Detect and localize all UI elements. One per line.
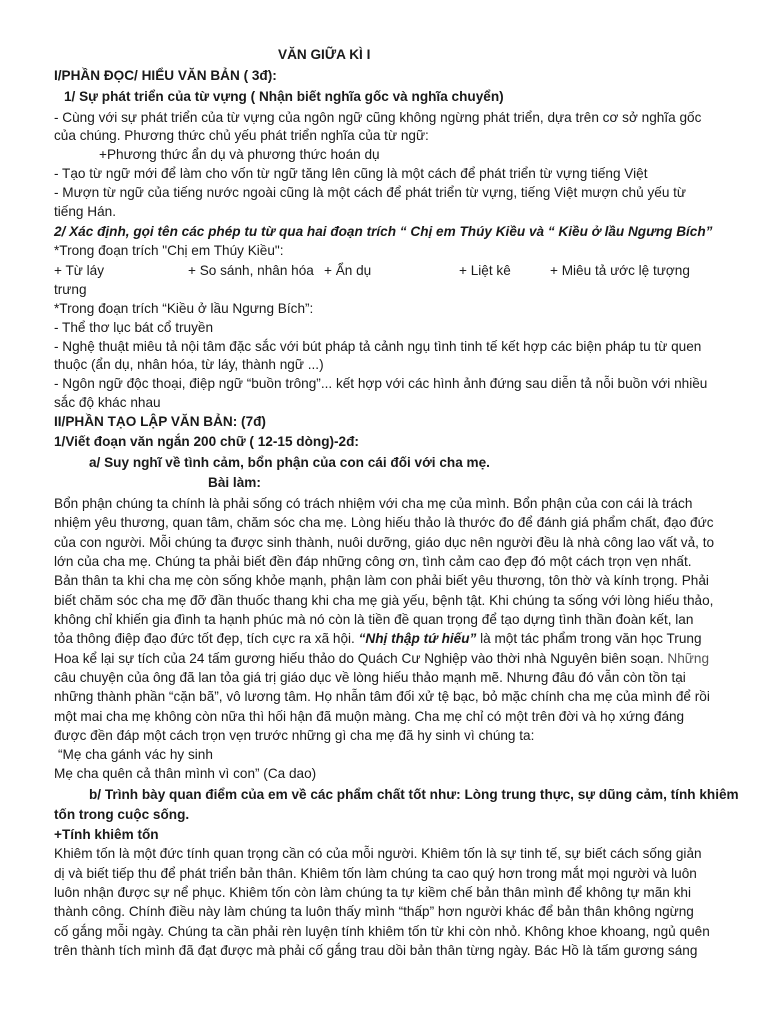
text-line: cố gắng mỗi ngày. Chúng ta cần phải rèn luyện tính khiêm tốn từ khi còn nhỏ. Không khoe khoang, ngủ quên (54, 924, 710, 939)
text-segment: Những (667, 651, 710, 666)
text-segment: tỏa thông điệp đạo đức tốt đẹp, tích cực ra xã hội. (54, 631, 359, 646)
part2-b-heading-cont: tốn trong cuộc sống. (54, 807, 190, 822)
text-line: những thành phần “cặn bã”, vô lương tâm. Họ nhẫn tâm đối xử tệ bạc, bỏ mặc chính cha mẹ của mình để rồi (54, 689, 710, 704)
text-line: Khiêm tốn là một đức tính quan trọng cần có của mỗi người. Khiêm tốn là sự tinh tế, sự biết cách sống giản (54, 846, 702, 861)
device-item: + So sánh, nhân hóa (188, 263, 314, 278)
text-line: trên thành tích mình đã đạt được mà phải cố gắng trau dồi bản thân từng ngày. Bác Hồ là tấm gương sáng (54, 943, 698, 958)
text-line: thành công. Chính điều này làm chúng ta luôn thấy mình “thấp” hơn người khác để bản thân không ngừng (54, 904, 694, 919)
text-line: Bổn phận chúng ta chính là phải sống có trách nhiệm với cha mẹ của mình. Bổn phận của con cái là trách (54, 496, 693, 511)
q1-heading: 1/ Sự phát triển của từ vựng ( Nhận biết nghĩa gốc và nghĩa chuyển) (64, 89, 504, 104)
document-title: VĂN GIỮA KÌ I (278, 47, 371, 62)
part2-q1-a: a/ Suy nghĩ về tình cảm, bổn phận của con cái đối với cha mẹ. (89, 455, 490, 470)
q2-heading: 2/ Xác định, gọi tên các phép tu từ qua hai đoạn trích “ Chị em Thúy Kiều và “ Kiều ở lầu Ngưng Bích” (54, 224, 713, 239)
text-line: không chỉ khiến gia đình ta hạnh phúc mà nó còn là tiền đề quan trọng để tạo dựng tình thần đoàn kết, lan (54, 612, 694, 627)
device-item: + Liệt kê (459, 263, 511, 278)
text-segment: Hoa kể lại sự tích của 24 tấm gương hiếu thảo do Quách Cư Nghiệp vào thời nhà Nguyên biên soạn. (54, 651, 668, 666)
text-line: luôn nhận được sự nể phục. Khiêm tốn còn làm chúng ta tự kiềm chế bản thân mình để không tự mãn khi (54, 885, 692, 900)
text-line: của con người. Mỗi chúng ta được sinh thành, nuôi dưỡng, giáo dục nên người đều là nhà công lao vất vả, to (54, 535, 715, 550)
part2-q1-heading: 1/Viết đoạn văn ngắn 200 chữ ( 12-15 dòng)-2đ: (54, 434, 359, 449)
excerpt-label: *Trong đoạn trích “Kiều ở lầu Ngưng Bích”: (54, 301, 314, 316)
text-line (54, 630, 702, 648)
part2-b-heading: b/ Trình bày quan điểm của em về các phẩm chất tốt như: Lòng trung thực, sự dũng cảm, tính khiêm (89, 787, 739, 802)
quote-line: “Mẹ cha gánh vác hy sinh (58, 747, 213, 762)
text-line: dị và biết tiếp thu để phát triển bản thân. Khiêm tốn làm chúng ta cao quý hơn trong mắt mọi người và luôn (54, 866, 697, 881)
text-line: thuộc (ẩn dụ, nhân hóa, từ láy, thành ngữ ...) (54, 357, 324, 372)
text-line: - Mượn từ ngữ của tiếng nước ngoài cũng là một cách để phát triển từ vựng, tiếng Việt mượn chủ yếu từ (54, 185, 687, 200)
subheading: +Tính khiêm tốn (54, 827, 159, 842)
text-line: nhiệm yêu thương, quan tâm, chăm sóc cha mẹ. Lòng hiếu thảo là thước đo để đánh giá phẩm chất, đạo đức (54, 515, 714, 530)
book-title: “Nhị thập tứ hiếu” (358, 631, 477, 646)
text-line: - Nghệ thuật miêu tả nội tâm đặc sắc với bút pháp tả cảnh ngụ tình tinh tế kết hợp các biện pháp tu từ quen (54, 339, 702, 354)
text-line (54, 650, 709, 668)
text-line: trưng (54, 282, 87, 297)
answer-label: Bài làm: (208, 475, 261, 490)
device-item: + Miêu tả ước lệ tượng (550, 263, 690, 278)
text-line: một mai cha mẹ không còn nữa thì hối hận đã muộn màng. Cha mẹ chỉ có một trên đời và họ xứng đáng (54, 709, 685, 724)
quote-line: Mẹ cha quên cả thân mình vì con” (Ca dao) (54, 766, 317, 781)
text-line: câu chuyện của ông đã lan tỏa giá trị giáo dục về lòng hiếu thảo mạnh mẽ. Nhưng đâu đó vẫn còn tồn tại (54, 670, 686, 685)
text-line: - Cùng với sự phát triển của từ vựng của ngôn ngữ cũng không ngừng phát triển, dựa trên cơ sở nghĩa gốc (54, 110, 702, 125)
text-segment: là một tác phẩm trong văn học Trung (476, 631, 702, 646)
text-line: sắc độ khác nhau (54, 395, 161, 410)
text-line: - Tạo từ ngữ mới để làm cho vốn từ ngữ tăng lên cũng là một cách để phát triển từ vựng tiếng Việt (54, 166, 648, 181)
text-line: Bản thân ta khi cha mẹ còn sống khỏe mạnh, phận làm con phải biết yêu thương, tôn thờ và kính trọng. Phải (54, 573, 709, 588)
text-line: - Thể thơ lục bát cổ truyền (54, 320, 214, 335)
device-item: + Từ láy (54, 263, 105, 278)
part1-heading: I/PHẦN ĐỌC/ HIỂU VĂN BẢN ( 3đ): (54, 68, 277, 83)
text-line: lớn của cha mẹ. Chúng ta phải biết đền đáp những công ơn, tình cảm cao đẹp đó một cách trọn vẹn nhất. (54, 554, 692, 569)
text-line: - Ngôn ngữ độc thoại, điệp ngữ “buồn trông”... kết hợp với các hình ảnh đứng sau diễn tả nỗi buồn với nhiều (54, 376, 708, 391)
text-line: được đền đáp một cách trọn vẹn trước những gì cha mẹ đã hy sinh vì chúng ta: (54, 728, 535, 743)
text-line: +Phương thức ẩn dụ và phương thức hoán dụ (99, 147, 380, 162)
text-line: của chúng. Phương thức chủ yếu phát triển nghĩa của từ ngữ: (54, 128, 429, 143)
excerpt-label: *Trong đoạn trích "Chị em Thúy Kiều": (54, 243, 284, 258)
device-item: + Ẩn dụ (324, 263, 372, 278)
part2-heading: II/PHẦN TẠO LẬP VĂN BẢN: (7đ) (54, 414, 266, 429)
text-line: tiếng Hán. (54, 204, 116, 219)
text-line: biết chăm sóc cha mẹ đỡ đần thuốc thang khi cha mẹ già yếu, bệnh tật. Khi chúng ta sống với lòng hiếu thảo, (54, 593, 714, 608)
